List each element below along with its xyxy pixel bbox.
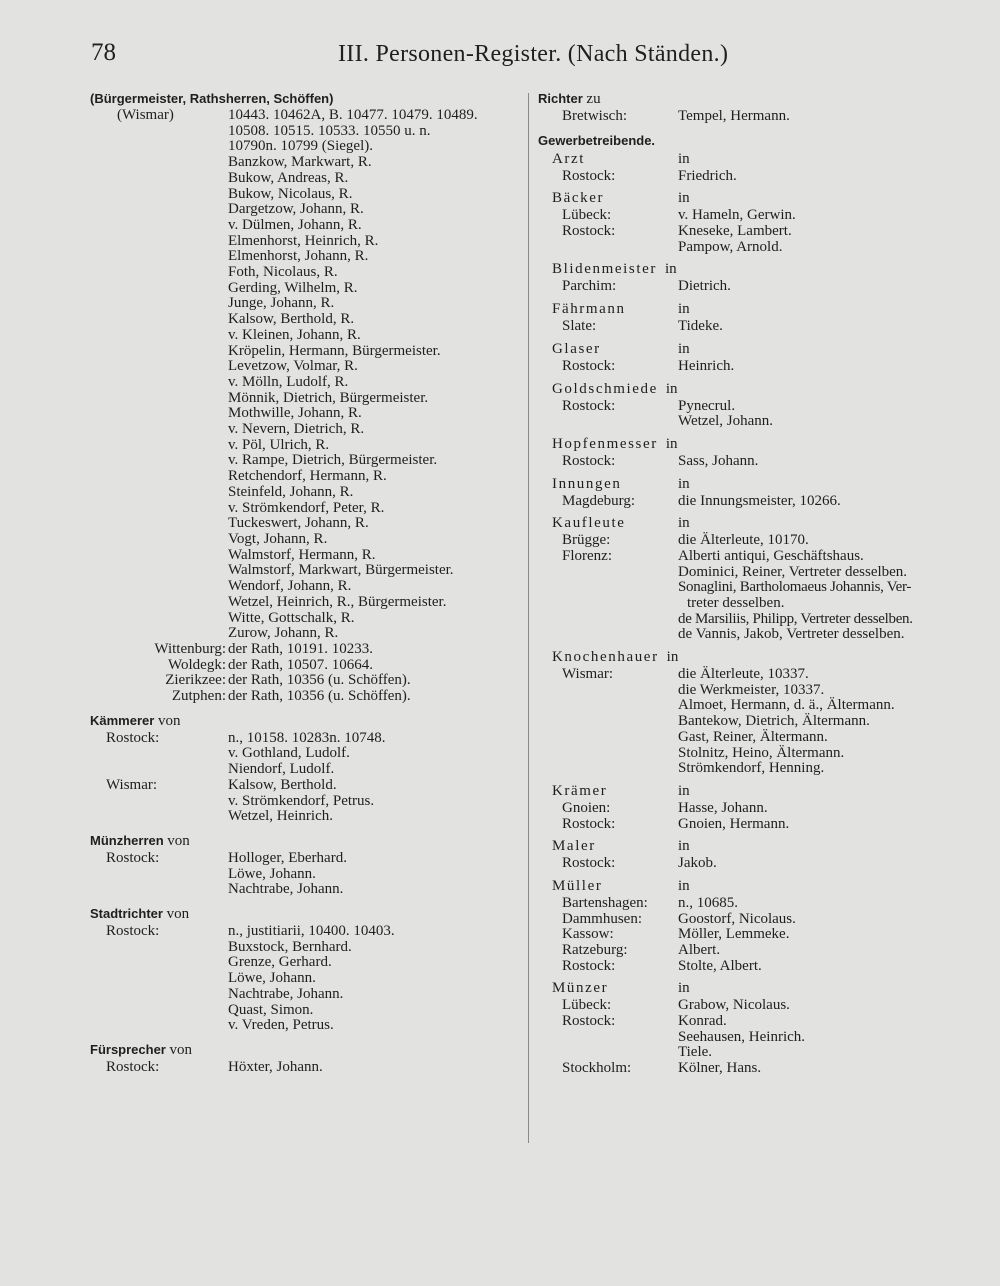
entry-row	[538, 565, 966, 581]
entry-line: Nachtrabe, Johann.	[228, 985, 344, 1002]
entry-row	[538, 359, 966, 375]
trade-name: Fährmann	[552, 301, 626, 318]
entry-row	[538, 927, 966, 943]
entry-line: Niendorf, Ludolf.	[228, 761, 335, 778]
trade-in: in	[678, 782, 690, 799]
entry-name: Albert.	[678, 942, 721, 958]
place-label: Dammhusen:	[562, 910, 642, 927]
entry-lines	[228, 1060, 522, 1076]
entry-line: Foth, Nicolaus, R.	[228, 264, 338, 281]
entry-name: Pampow, Arnold.	[678, 238, 783, 255]
entry-name: Jakob.	[678, 855, 717, 872]
entry-line: Wetzel, Heinrich, R., Bürgermeister.	[228, 593, 447, 610]
entry-row	[538, 612, 966, 628]
entry-name: Tempel, Hermann.	[678, 108, 790, 124]
entry-row	[538, 817, 966, 833]
entry-row	[538, 494, 966, 510]
heading-suffix: zu	[586, 91, 601, 107]
entry-line: v. Strömkendorf, Petrus.	[228, 792, 375, 809]
entry-name: n., 10685.	[678, 894, 738, 911]
kaemmerer-list	[90, 731, 522, 825]
trade-heading	[538, 782, 966, 801]
section-heading-gewerbetreibende: Gewerbetreibende.	[538, 132, 656, 148]
entry-line: Holloger, Eberhard.	[228, 849, 347, 866]
entry-row	[538, 279, 966, 295]
entry-line: v. Kleinen, Johann, R.	[228, 326, 361, 343]
entry-name: de Vannis, Jakob, Vertreter desselben.	[678, 626, 905, 643]
entry-name: treter desselben.	[687, 595, 785, 611]
heading-text: Münzherren	[90, 832, 164, 848]
place-label: Zierikzee:	[165, 672, 226, 689]
trade-in: in	[678, 475, 690, 492]
town-council-list	[90, 642, 522, 705]
entry-name: Heinrich.	[678, 357, 735, 374]
entry-line: Löwe, Johann.	[228, 865, 316, 882]
heading-suffix: von	[157, 712, 181, 729]
trade-name: Krämer	[552, 782, 608, 799]
entry-line: Quast, Simon.	[228, 1001, 314, 1018]
entry-line: Wetzel, Heinrich.	[228, 808, 333, 825]
entry-name: die Innungsmeister, 10266.	[678, 492, 841, 509]
entry-line: Elmenhorst, Johann, R.	[228, 248, 369, 265]
entry-row	[538, 801, 966, 817]
entry-line: Mothwille, Johann, R.	[228, 405, 362, 422]
entry-row	[538, 169, 966, 185]
entry-line: v. Vreden, Petrus.	[228, 1017, 334, 1034]
entry-line: n., 10158. 10283n. 10748.	[228, 729, 386, 746]
place-label: Florenz:	[562, 547, 612, 564]
entry-name: Wetzel, Johann.	[678, 413, 774, 430]
section-heading-muenzherren	[90, 831, 522, 851]
entry-name: Pynecrul.	[678, 397, 736, 414]
place-label: Wittenburg:	[154, 640, 226, 657]
entry-name: Friedrich.	[678, 167, 737, 184]
entry-line: 10790n. 10799 (Siegel).	[228, 138, 373, 155]
entry-lines	[228, 851, 522, 898]
trade-name: Maler	[552, 838, 596, 855]
entry-row	[538, 596, 966, 612]
place-label: Rostock:	[106, 923, 160, 940]
entry-row	[538, 1014, 966, 1030]
entry-name: Hasse, Johann.	[678, 799, 768, 816]
place-label: Bretwisch:	[562, 108, 627, 124]
place-label: Rostock:	[562, 1013, 616, 1030]
entry-line: Retchendorf, Hermann, R.	[228, 468, 387, 485]
town-entry	[90, 689, 522, 705]
column-divider	[528, 93, 529, 1143]
entry-row	[538, 224, 966, 240]
trades-list	[538, 150, 966, 1082]
entry-row	[538, 730, 966, 746]
entry-name: Seehausen, Heinrich.	[678, 1028, 806, 1045]
entry-name: Sass, Johann.	[678, 452, 759, 469]
entry-line: Wendorf, Johann, R.	[228, 578, 352, 595]
trade-name: Knochenhauer	[552, 649, 659, 666]
heading-text: Fürsprecher	[90, 1041, 166, 1057]
trade-heading	[538, 380, 966, 399]
trade-heading	[538, 514, 966, 533]
trade-heading	[538, 979, 966, 998]
entry-line: v. Dülmen, Johann, R.	[228, 216, 362, 233]
entry-line: Bukow, Nicolaus, R.	[228, 185, 353, 202]
trade-in: in	[665, 435, 678, 452]
entry-row	[538, 533, 966, 549]
entry-row	[538, 998, 966, 1014]
entry-name: Dietrich.	[678, 278, 731, 295]
section-heading-fuersprecher	[90, 1040, 522, 1060]
entry-name: die Älterleute, 10337.	[678, 666, 809, 683]
entry-line: v. Nevern, Dietrich, R.	[228, 421, 365, 438]
entry-line: Tuckeswert, Johann, R.	[228, 515, 369, 532]
entry-row	[538, 1045, 966, 1061]
entry-name: Strömkendorf, Henning.	[678, 760, 825, 777]
entry-line: Elmenhorst, Heinrich, R.	[228, 232, 379, 249]
entry-line: 10508. 10515. 10533. 10550 u. n.	[228, 122, 431, 139]
place-label: Ratzeburg:	[562, 942, 628, 958]
entry-name: Alberti antiqui, Geschäftshaus.	[678, 547, 864, 564]
left-column	[90, 89, 522, 1076]
stadtrichter-list	[90, 924, 522, 1034]
entry-line: v. Rampe, Dietrich, Bürgermeister.	[228, 452, 438, 469]
trade-name: Blidenmeister	[552, 261, 657, 278]
entry-row	[538, 1061, 966, 1077]
entry-name: Tiele.	[678, 1044, 713, 1061]
place-group	[90, 1060, 522, 1076]
trade-heading	[538, 648, 966, 667]
entry-line: Junge, Johann, R.	[228, 295, 335, 312]
trade-name: Münzer	[552, 980, 609, 997]
trade-heading	[538, 475, 966, 494]
entry-name: Grabow, Nicolaus.	[678, 997, 790, 1014]
fuersprecher-list	[90, 1060, 522, 1076]
entry-row	[538, 896, 966, 912]
place-label: Kassow:	[562, 926, 614, 943]
entry-name: Konrad.	[678, 1013, 727, 1030]
place-label: Wismar:	[106, 776, 158, 793]
town-entry	[90, 673, 522, 689]
entry-line: Zurow, Johann, R.	[228, 625, 339, 642]
entry-line: Mönnik, Dietrich, Bürgermeister.	[228, 389, 429, 406]
place-label: Stockholm:	[562, 1060, 632, 1077]
trade-heading	[538, 340, 966, 359]
place-label: Rostock:	[562, 167, 616, 184]
entry-line: Steinfeld, Johann, R.	[228, 483, 354, 500]
entry-row	[538, 580, 966, 596]
heading-suffix: von	[167, 832, 190, 849]
place-label: Rostock:	[562, 452, 616, 469]
trade-in: in	[678, 150, 690, 167]
entry-line: Banzkow, Markwart, R.	[228, 154, 372, 171]
entry-row	[538, 399, 966, 415]
trade-in: in	[678, 301, 690, 318]
entry-line: Kalsow, Berthold.	[228, 776, 337, 793]
trade-name: Bäcker	[552, 190, 605, 207]
entry-name: Almoet, Hermann, d. ä., Ältermann.	[678, 697, 895, 714]
section-heading-buergermeister: (Bürgermeister, Rathsherren, Schöffen)	[90, 91, 334, 106]
entry-line: 10443. 10462A, B. 10477. 10479. 10489.	[228, 107, 478, 123]
place-label: Rostock:	[562, 815, 616, 832]
place-label: Zutphen:	[171, 688, 226, 705]
trade-in: in	[664, 261, 677, 278]
trade-in: in	[678, 877, 690, 894]
entry-text: der Rath, 10356 (u. Schöffen).	[228, 672, 411, 689]
entry-row	[538, 943, 966, 959]
trade-heading	[538, 300, 966, 319]
entry-name: Goostorf, Nicolaus.	[678, 910, 796, 927]
entry-line: v. Mölln, Ludolf, R.	[228, 373, 349, 390]
place-label: Parchim:	[562, 278, 617, 295]
entry-line: v. Gothland, Ludolf.	[228, 745, 350, 762]
entry-line: Grenze, Gerhard.	[228, 954, 332, 971]
place-group	[90, 851, 522, 898]
entry-name: Tideke.	[678, 318, 723, 335]
entry-row	[538, 959, 966, 975]
trade-heading	[538, 837, 966, 856]
entry-lines	[228, 924, 522, 1034]
heading-suffix: von	[166, 906, 190, 923]
trade-name: Innungen	[552, 475, 622, 492]
trade-in: in	[666, 649, 679, 666]
entry-line: Witte, Gottschalk, R.	[228, 609, 355, 626]
entry-line: Höxter, Johann.	[228, 1058, 323, 1075]
trade-heading	[538, 260, 966, 279]
entry-name: Dominici, Reiner, Vertreter desselben.	[678, 563, 908, 580]
place-label: Magdeburg:	[562, 492, 636, 509]
place-label: Gnoien:	[562, 799, 611, 816]
entry-line: v. Strömkendorf, Peter, R.	[228, 499, 385, 516]
entry-row	[538, 856, 966, 872]
entry-line: Löwe, Johann.	[228, 970, 316, 987]
place-label: Wismar:	[562, 666, 614, 683]
entry-line: Gerding, Wilhelm, R.	[228, 279, 358, 296]
entry-text: der Rath, 10191. 10233.	[228, 640, 373, 657]
trade-heading	[538, 435, 966, 454]
entry-name: Kneseke, Lambert.	[678, 223, 792, 240]
trade-name: Hopfenmesser	[552, 435, 658, 452]
trade-name: Glaser	[552, 340, 601, 357]
entry-row	[538, 109, 966, 125]
section-heading-stadtrichter	[90, 904, 522, 924]
entry-row	[538, 627, 966, 643]
entry-row	[538, 746, 966, 762]
entry-name: Möller, Lemmeke.	[678, 926, 790, 943]
entry-name: Bantekow, Dietrich, Ältermann.	[678, 713, 870, 730]
place-label: Lübeck:	[562, 207, 612, 224]
entry-row	[538, 549, 966, 565]
place-label: Rostock:	[562, 223, 616, 240]
place-label: Rostock:	[562, 855, 616, 872]
entry-line: Dargetzow, Johann, R.	[228, 201, 364, 218]
trade-name: Arzt	[552, 150, 586, 167]
entry-row	[538, 761, 966, 777]
entry-name: Gast, Reiner, Ältermann.	[678, 728, 828, 745]
entry-row	[538, 414, 966, 430]
heading-text: Stadtrichter	[90, 906, 163, 922]
right-column	[538, 89, 966, 1082]
trade-heading	[538, 150, 966, 169]
town-entry	[90, 642, 522, 658]
trade-in: in	[678, 838, 690, 855]
place-label: Rostock:	[562, 957, 616, 974]
entry-text: der Rath, 10507. 10664.	[228, 656, 373, 673]
heading-text: Kämmerer	[90, 712, 155, 728]
place-label: Rostock:	[562, 357, 616, 374]
section-heading-kaemmerer	[90, 711, 522, 731]
entry-name: die Werkmeister, 10337.	[678, 681, 825, 698]
entry-row	[538, 208, 966, 224]
trade-in: in	[678, 190, 690, 207]
trade-in: in	[665, 380, 678, 397]
place-label: Bartenshagen:	[562, 894, 648, 911]
entry-line: Kalsow, Berthold, R.	[228, 311, 355, 328]
entry-name: v. Hameln, Gerwin.	[678, 207, 796, 224]
section-heading-richter	[538, 89, 966, 109]
trade-in: in	[678, 515, 690, 532]
place-label: (Wismar)	[117, 107, 174, 123]
wismar-entries	[228, 108, 522, 642]
trade-heading	[538, 189, 966, 208]
entry-name: Sonaglini, Bartholomaeus Johannis, Ver-	[678, 579, 912, 596]
trade-name: Kaufleute	[552, 515, 626, 532]
heading-suffix: von	[169, 1041, 192, 1058]
muenzherren-list	[90, 851, 522, 898]
entry-line: Buxstock, Bernhard.	[228, 938, 352, 955]
place-label: Brügge:	[562, 532, 611, 549]
place-label: Rostock:	[106, 849, 160, 866]
entry-name: die Älterleute, 10170.	[678, 532, 809, 549]
entry-line: n., justitiarii, 10400. 10403.	[228, 923, 395, 940]
entry-lines	[228, 778, 522, 825]
heading-text: Richter	[538, 91, 583, 106]
place-label: Woldegk:	[168, 656, 226, 673]
entry-row	[538, 319, 966, 335]
trade-name: Goldschmiede	[552, 380, 658, 397]
entry-text: der Rath, 10356 (u. Schöffen).	[228, 688, 411, 705]
entry-row	[538, 667, 966, 683]
town-entry	[90, 658, 522, 674]
entry-line: Walmstorf, Markwart, Bürgermeister.	[228, 562, 454, 579]
place-label: Lübeck:	[562, 997, 612, 1014]
place-group	[90, 924, 522, 1034]
entry-name: Stolnitz, Heino, Ältermann.	[678, 744, 845, 761]
trade-name: Müller	[552, 877, 603, 894]
entry-line: Kröpelin, Hermann, Bürgermeister.	[228, 342, 441, 359]
entry-row	[538, 912, 966, 928]
page-title: III. Personen-Register. (Nach Ständen.)	[338, 41, 729, 67]
wismar-block	[90, 108, 522, 642]
place-label: Rostock:	[562, 397, 616, 414]
entry-row	[538, 714, 966, 730]
entry-line: Nachtrabe, Johann.	[228, 881, 344, 898]
place-label: Rostock:	[106, 1058, 160, 1075]
place-group	[90, 778, 522, 825]
trade-in: in	[678, 980, 690, 997]
entry-row	[538, 1030, 966, 1046]
entry-line: v. Pöl, Ulrich, R.	[228, 436, 330, 453]
entry-line: Vogt, Johann, R.	[228, 530, 328, 547]
entry-row	[538, 698, 966, 714]
entry-name: Gnoien, Hermann.	[678, 815, 790, 832]
place-label: Slate:	[562, 318, 597, 335]
entry-name: Stolte, Albert.	[678, 957, 762, 974]
trade-heading	[538, 877, 966, 896]
entry-lines	[228, 731, 522, 778]
place-group	[90, 731, 522, 778]
entry-row	[538, 240, 966, 256]
place-label: Rostock:	[106, 729, 160, 746]
entry-line: Walmstorf, Hermann, R.	[228, 546, 376, 563]
entry-row	[538, 454, 966, 470]
entry-name: Kölner, Hans.	[678, 1060, 762, 1077]
page-number: 78	[91, 39, 116, 66]
trade-in: in	[678, 340, 690, 357]
entry-line: Bukow, Andreas, R.	[228, 169, 349, 186]
entry-line: Levetzow, Volmar, R.	[228, 358, 358, 375]
entry-name: de Marsiliis, Philipp, Vertreter desselben.	[678, 610, 913, 627]
